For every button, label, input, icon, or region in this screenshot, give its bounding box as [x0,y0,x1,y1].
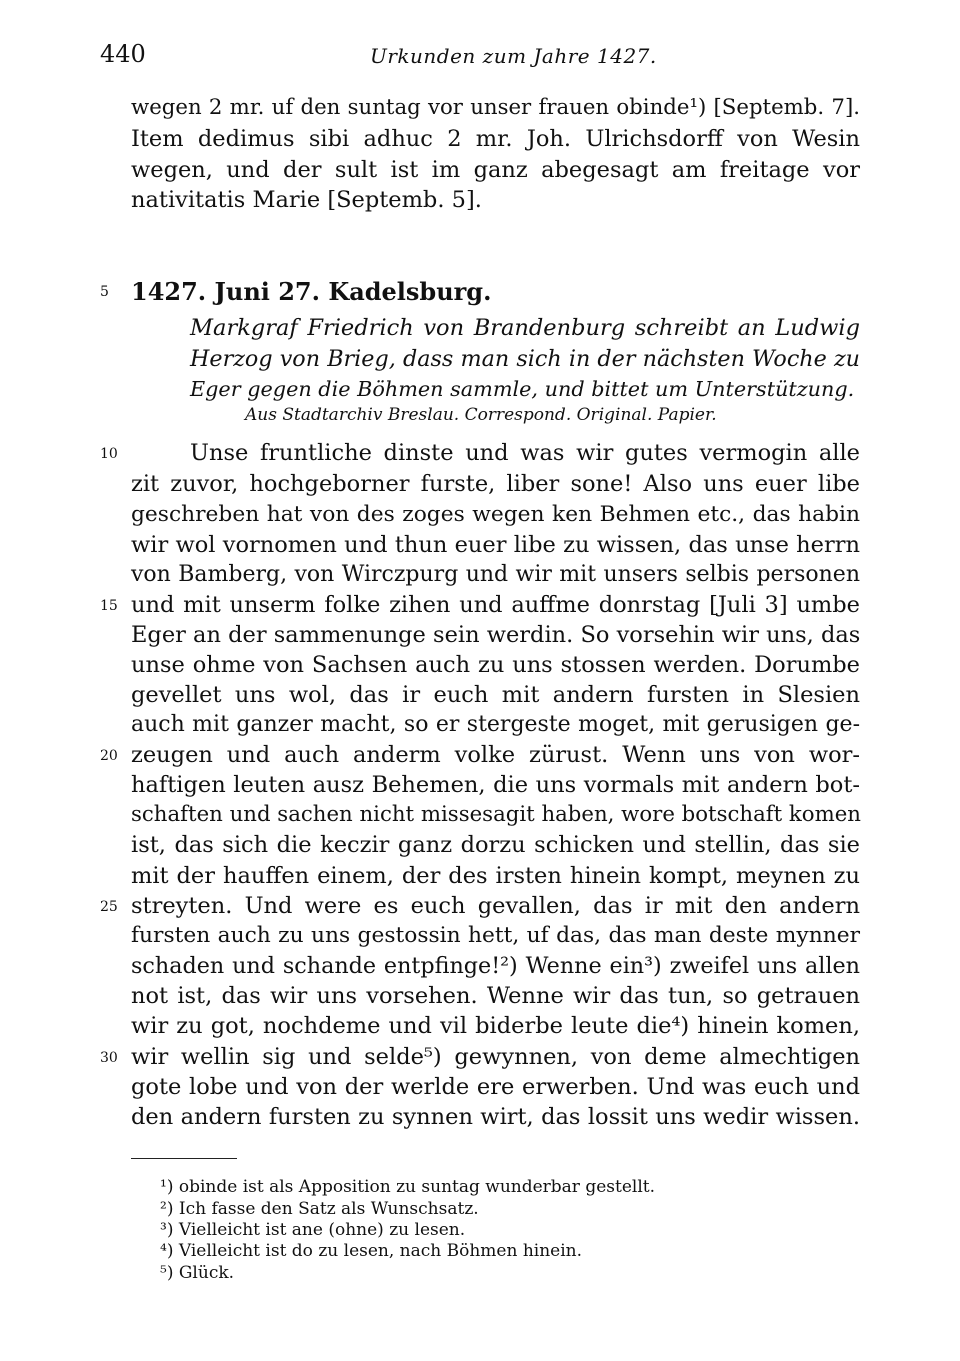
text-line: wir wol vornomen und thun euer libe zu wissen, das unse herrn [131,532,860,558]
text-line: schaden und schande entpfinge!²) Wenne ein³) zweifel uns allen [131,953,860,979]
text-line: auch mit ganzer macht, so er stergeste moget, mit gerusigen ge- [131,712,860,737]
text-line: wir wellin sig und selde⁵) gewynnen, von deme almechtigen [131,1044,860,1070]
text-line: haftigen leuten ausz Behemen, die uns vormals mit andern bot- [131,772,860,798]
text-line: Unse fruntliche dinste und was wir gutes vermogin alle [190,440,860,466]
text-line: streyten. Und were es euch gevallen, das ir mit den andern [131,893,860,919]
line-number: 20 [100,748,118,764]
text-line: geschreben hat von des zoges wegen ken Behmen etc., das habin [131,502,860,527]
page-number: 440 [100,40,146,68]
text-line: gevellet uns wol, das ir euch mit andern fursten in Slesien [131,682,860,708]
footnote: ³) Vielleicht ist ane (ohne) zu lesen. [160,1220,466,1240]
text-line: zeugen und auch anderm volke zürust. Wenn uns von wor- [131,742,860,768]
line-number: 5 [100,284,109,300]
text-line: ist, das sich die keczir ganz dorzu schicken und stellin, das sie [131,832,860,858]
source-note: Aus Stadtarchiv Breslau. Correspond. Original. Papier. [245,405,717,425]
text-line: mit der hauffen einem, der des irsten hinein kompt, meynen zu [131,863,860,889]
text-line: von Bamberg, von Wirczpurg und wir mit unsers selbis personen [131,562,860,587]
text-line: fursten auch zu uns gestossin hett, uf das, das man deste mynner [131,923,860,948]
intro-line: wegen 2 mr. uf den suntag vor unser frauen obinde¹) [Septemb. 7]. [131,95,860,120]
regest-line: Eger gegen die Böhmen sammle, und bittet um Unterstützung. [190,377,855,401]
text-line: gote lobe und von der werlde ere erwerben. Und was euch und [131,1074,860,1100]
regest-line: Herzog von Brieg, dass man sich in der nächsten Woche zu [190,346,860,372]
document-heading: 1427. Juni 27. Kadelsburg. [131,277,492,306]
footnote: ⁴) Vielleicht ist do zu lesen, nach Böhmen hinein. [160,1241,583,1261]
line-number: 15 [100,598,118,614]
text-line: wir zu got, nochdeme und vil biderbe leute die⁴) hinein komen, [131,1013,860,1039]
text-line: und mit unserm folke zihen und auffme donrstag [Juli 3] umbe [131,592,860,618]
intro-line: nativitatis Marie [Septemb. 5]. [131,187,482,213]
intro-line: wegen, und der sult ist im ganz abegesagt am freitage vor [131,157,860,183]
regest-line: Markgraf Friedrich von Brandenburg schreibt an Ludwig [190,315,860,341]
footnote: ¹) obinde ist als Apposition zu suntag wunderbar gestellt. [160,1177,656,1197]
footnote: ⁵) Glück. [160,1263,235,1283]
footnote: ²) Ich fasse den Satz als Wunschsatz. [160,1199,479,1219]
line-number: 10 [100,446,118,462]
line-number: 25 [100,899,118,915]
running-title: Urkunden zum Jahre 1427. [370,44,657,68]
text-line: Eger an der sammenunge sein werdin. So vorsehin wir uns, das [131,622,861,648]
text-line: den andern fursten zu synnen wirt, das lossit uns wedir wissen. [131,1104,860,1130]
intro-line: Item dedimus sibi adhuc 2 mr. Joh. Ulrichsdorff von Wesin [131,126,860,152]
text-line: unse ohme von Sachsen auch zu uns stossen werden. Dorumbe [131,652,860,678]
text-line: not ist, das wir uns vorsehen. Wenne wir das tun, so getrauen [131,983,860,1009]
text-line: schaften und sachen nicht missesagit haben, wore botschaft komen [131,802,861,827]
text-line: zit zuvor, hochgeborner furste, liber sone! Also uns euer libe [131,471,860,497]
footnote-rule [131,1158,237,1159]
line-number: 30 [100,1050,118,1066]
